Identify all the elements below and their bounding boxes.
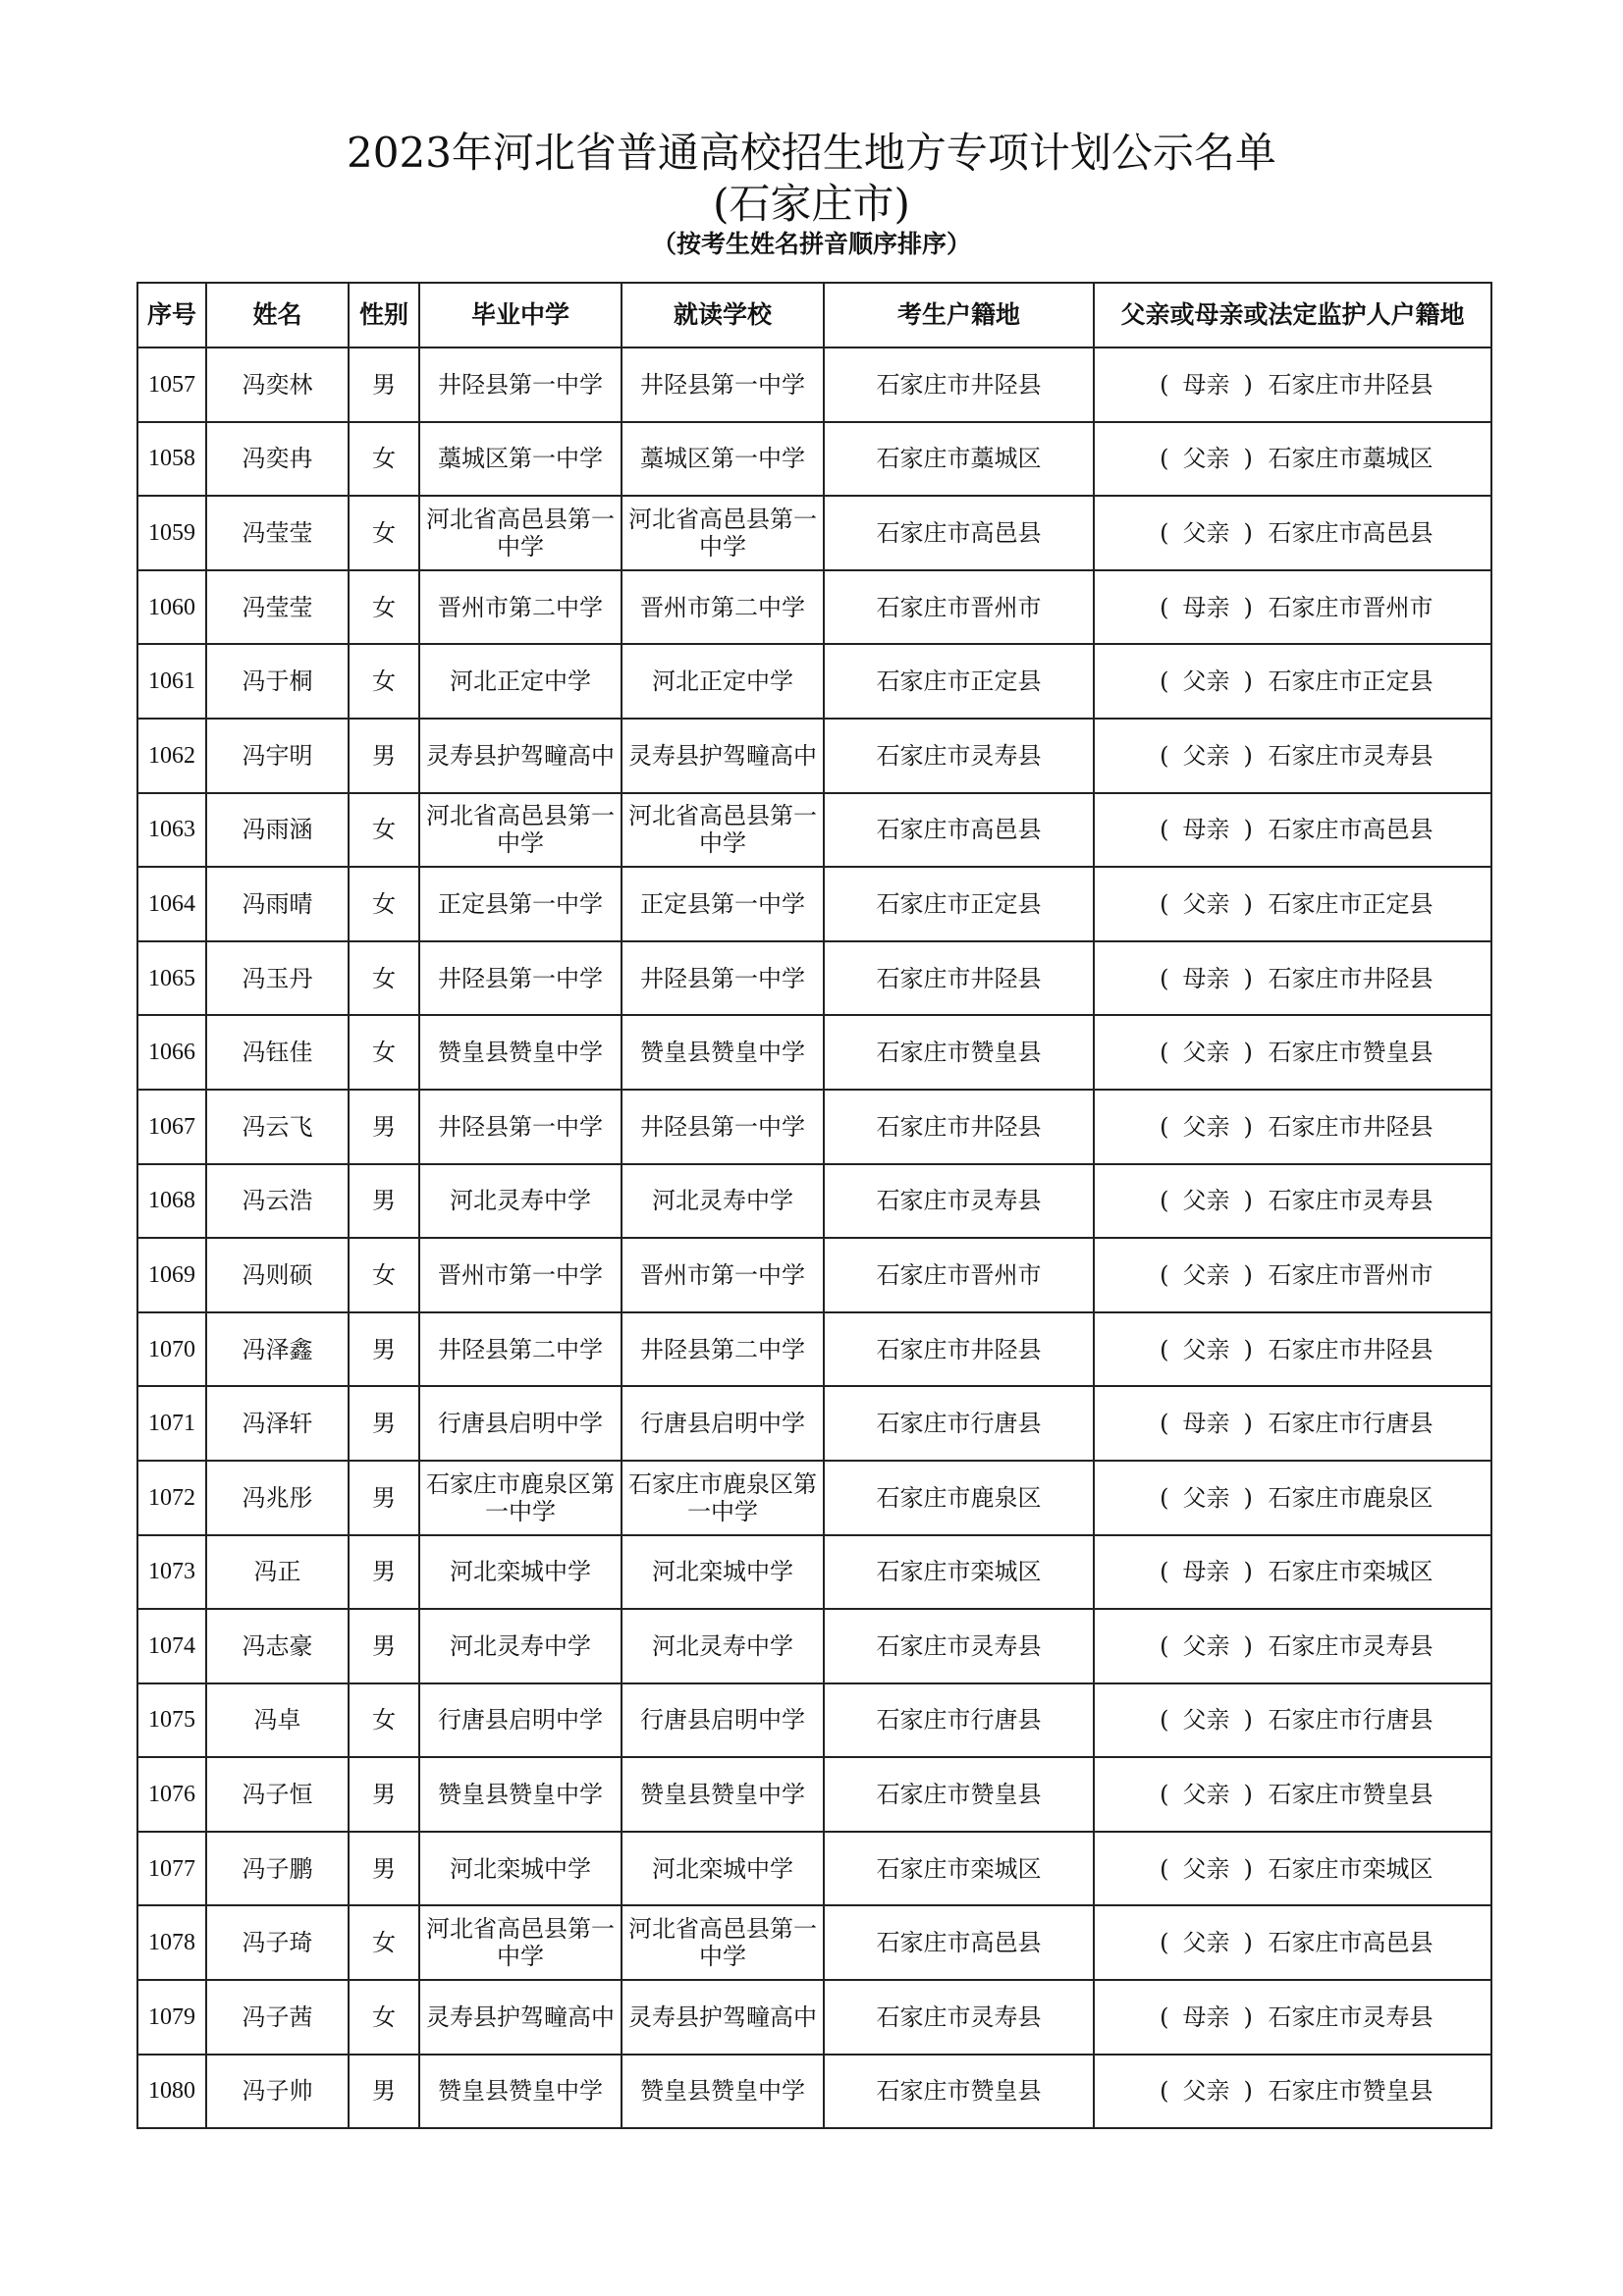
- serial-number-cell: 1067: [137, 1090, 206, 1164]
- table-row: [137, 1164, 1491, 1239]
- gender-cell: 男: [349, 1386, 419, 1461]
- current-school-cell: 行唐县启明中学: [622, 1683, 824, 1758]
- current-school-cell: 河北正定中学: [622, 644, 824, 719]
- table-row: [137, 1461, 1491, 1535]
- gender-cell: 女: [349, 793, 419, 868]
- current-school-cell: 河北栾城中学: [622, 1535, 824, 1610]
- parent-hukou-place: 石家庄市晋州市: [1268, 593, 1434, 621]
- guardian-relation-label: 母亲: [1182, 1558, 1230, 1586]
- guardian-relation-label: 父亲: [1182, 445, 1230, 473]
- graduating-school-cell: 赞皇县赞皇中学: [419, 2055, 622, 2129]
- gender-cell: 男: [349, 1757, 419, 1832]
- student-hukou-cell: 石家庄市灵寿县: [824, 1609, 1094, 1683]
- graduating-school-cell: 井陉县第二中学: [419, 1312, 622, 1387]
- document-subtitle: (石家庄市): [713, 180, 910, 228]
- graduating-school-cell: 赞皇县赞皇中学: [419, 1757, 622, 1832]
- guardian-relation: ( 父亲 ): [1160, 445, 1253, 473]
- table-row: [137, 1683, 1491, 1758]
- student-hukou-cell: 石家庄市赞皇县: [824, 1015, 1094, 1090]
- guardian-relation: ( 父亲 ): [1160, 518, 1253, 547]
- serial-number-cell: 1079: [137, 1980, 206, 2055]
- table-row: [137, 719, 1491, 793]
- guardian-relation-label: 父亲: [1182, 889, 1230, 918]
- guardian-relation: ( 母亲 ): [1160, 370, 1253, 399]
- parent-hukou-cell: [1094, 1312, 1491, 1387]
- graduating-school-cell: 河北栾城中学: [419, 1832, 622, 1906]
- serial-number-cell: 1061: [137, 644, 206, 719]
- serial-number-cell: 1078: [137, 1905, 206, 1980]
- gender-cell: 男: [349, 1312, 419, 1387]
- gender-cell: 女: [349, 1015, 419, 1090]
- table-row: [137, 1312, 1491, 1387]
- student-name-cell: 冯于桐: [206, 644, 349, 719]
- student-name-cell: 冯宇明: [206, 719, 349, 793]
- table-row: [137, 1090, 1491, 1164]
- parent-hukou-cell: [1094, 1832, 1491, 1906]
- gender-cell: 女: [349, 570, 419, 645]
- guardian-relation-label: 父亲: [1182, 518, 1230, 547]
- parent-hukou-cell: [1094, 1090, 1491, 1164]
- parent-hukou-cell: [1094, 1386, 1491, 1461]
- graduating-school-cell: 河北灵寿中学: [419, 1609, 622, 1683]
- gender-cell: 女: [349, 867, 419, 941]
- gender-cell: 男: [349, 1461, 419, 1535]
- student-hukou-cell: 石家庄市赞皇县: [824, 1757, 1094, 1832]
- guardian-relation-label: 母亲: [1182, 2002, 1230, 2031]
- gender-cell: 男: [349, 1164, 419, 1239]
- parent-hukou-cell: [1094, 1609, 1491, 1683]
- guardian-relation: ( 父亲 ): [1160, 741, 1253, 770]
- guardian-relation-label: 父亲: [1182, 1631, 1230, 1660]
- serial-number-cell: 1057: [137, 347, 206, 422]
- header-gender: 性别: [349, 283, 419, 347]
- guardian-relation: ( 父亲 ): [1160, 1631, 1253, 1660]
- guardian-relation: ( 父亲 ): [1160, 1039, 1253, 1067]
- student-hukou-cell: 石家庄市栾城区: [824, 1832, 1094, 1906]
- serial-number-cell: 1073: [137, 1535, 206, 1610]
- student-name-cell: 冯云飞: [206, 1090, 349, 1164]
- parent-hukou-place: 石家庄市高邑县: [1268, 816, 1434, 844]
- gender-cell: 女: [349, 1683, 419, 1758]
- parent-hukou-place: 石家庄市行唐县: [1268, 1706, 1434, 1735]
- parent-hukou-place: 石家庄市灵寿县: [1268, 741, 1434, 770]
- graduating-school-cell: 河北省高邑县第一中学: [419, 1905, 622, 1980]
- guardian-relation-label: 母亲: [1182, 816, 1230, 844]
- parent-hukou-place: 石家庄市赞皇县: [1268, 1781, 1434, 1809]
- current-school-cell: 藁城区第一中学: [622, 422, 824, 497]
- student-name-cell: 冯奕冉: [206, 422, 349, 497]
- guardian-relation-label: 父亲: [1182, 1854, 1230, 1883]
- parent-hukou-place: 石家庄市井陉县: [1268, 1112, 1434, 1141]
- parent-hukou-cell: [1094, 644, 1491, 719]
- guardian-relation: ( 父亲 ): [1160, 1706, 1253, 1735]
- student-name-cell: 冯莹莹: [206, 496, 349, 570]
- guardian-relation-label: 父亲: [1182, 1039, 1230, 1067]
- guardian-relation: ( 父亲 ): [1160, 1781, 1253, 1809]
- serial-number-cell: 1062: [137, 719, 206, 793]
- serial-number-cell: 1070: [137, 1312, 206, 1387]
- guardian-relation-label: 父亲: [1182, 667, 1230, 696]
- table-row: [137, 2055, 1491, 2129]
- serial-number-cell: 1077: [137, 1832, 206, 1906]
- table-body: [137, 347, 1491, 2128]
- serial-number-cell: 1071: [137, 1386, 206, 1461]
- parent-hukou-place: 石家庄市晋州市: [1268, 1260, 1434, 1289]
- student-hukou-cell: 石家庄市高邑县: [824, 496, 1094, 570]
- current-school-cell: 行唐县启明中学: [622, 1386, 824, 1461]
- parent-hukou-cell: [1094, 867, 1491, 941]
- graduating-school-cell: 井陉县第一中学: [419, 1090, 622, 1164]
- parent-hukou-cell: [1094, 422, 1491, 497]
- student-hukou-cell: 石家庄市井陉县: [824, 941, 1094, 1016]
- parent-hukou-place: 石家庄市栾城区: [1268, 1854, 1434, 1883]
- graduating-school-cell: 河北正定中学: [419, 644, 622, 719]
- parent-hukou-place: 石家庄市井陉县: [1268, 370, 1434, 399]
- parent-hukou-place: 石家庄市井陉县: [1268, 1335, 1434, 1363]
- gender-cell: 男: [349, 1832, 419, 1906]
- parent-hukou-cell: [1094, 347, 1491, 422]
- current-school-cell: 井陉县第一中学: [622, 1090, 824, 1164]
- guardian-relation: ( 父亲 ): [1160, 1854, 1253, 1883]
- table-row: [137, 1905, 1491, 1980]
- student-hukou-cell: 石家庄市藁城区: [824, 422, 1094, 497]
- header-graduating-school: 毕业中学: [419, 283, 622, 347]
- table-row: [137, 1386, 1491, 1461]
- student-name-cell: 冯雨涵: [206, 793, 349, 868]
- parent-hukou-cell: [1094, 1164, 1491, 1239]
- current-school-cell: 井陉县第一中学: [622, 347, 824, 422]
- parent-hukou-cell: [1094, 941, 1491, 1016]
- serial-number-cell: 1076: [137, 1757, 206, 1832]
- graduating-school-cell: 灵寿县护驾疃高中: [419, 1980, 622, 2055]
- parent-hukou-cell: [1094, 1905, 1491, 1980]
- student-name-cell: 冯子恒: [206, 1757, 349, 1832]
- guardian-relation-label: 父亲: [1182, 2077, 1230, 2106]
- guardian-relation: ( 父亲 ): [1160, 2077, 1253, 2106]
- parent-hukou-place: 石家庄市高邑县: [1268, 1929, 1434, 1957]
- table-row: [137, 1757, 1491, 1832]
- gender-cell: 男: [349, 719, 419, 793]
- parent-hukou-cell: [1094, 1238, 1491, 1312]
- parent-hukou-cell: [1094, 1683, 1491, 1758]
- student-hukou-cell: 石家庄市灵寿县: [824, 1164, 1094, 1239]
- graduating-school-cell: 晋州市第二中学: [419, 570, 622, 645]
- parent-hukou-cell: [1094, 496, 1491, 570]
- current-school-cell: 河北省高邑县第一中学: [622, 496, 824, 570]
- current-school-cell: 正定县第一中学: [622, 867, 824, 941]
- student-name-cell: 冯玉丹: [206, 941, 349, 1016]
- graduating-school-cell: 河北省高邑县第一中学: [419, 793, 622, 868]
- guardian-relation-label: 母亲: [1182, 964, 1230, 992]
- current-school-cell: 赞皇县赞皇中学: [622, 1015, 824, 1090]
- gender-cell: 男: [349, 1609, 419, 1683]
- current-school-cell: 石家庄市鹿泉区第一中学: [622, 1461, 824, 1535]
- table-row: [137, 793, 1491, 868]
- graduating-school-cell: 石家庄市鹿泉区第一中学: [419, 1461, 622, 1535]
- student-name-cell: 冯子鹏: [206, 1832, 349, 1906]
- student-name-cell: 冯云浩: [206, 1164, 349, 1239]
- header-parent-hukou: 父亲或母亲或法定监护人户籍地: [1094, 283, 1491, 347]
- serial-number-cell: 1069: [137, 1238, 206, 1312]
- serial-number-cell: 1060: [137, 570, 206, 645]
- student-hukou-cell: 石家庄市高邑县: [824, 1905, 1094, 1980]
- table-row: [137, 422, 1491, 497]
- guardian-relation-label: 母亲: [1182, 1410, 1230, 1438]
- guardian-relation-label: 父亲: [1182, 1706, 1230, 1735]
- table-row: [137, 1980, 1491, 2055]
- student-hukou-cell: 石家庄市行唐县: [824, 1386, 1094, 1461]
- graduating-school-cell: 河北栾城中学: [419, 1535, 622, 1610]
- current-school-cell: 河北灵寿中学: [622, 1609, 824, 1683]
- table-row: [137, 867, 1491, 941]
- table-row: [137, 1832, 1491, 1906]
- student-hukou-cell: 石家庄市井陉县: [824, 347, 1094, 422]
- parent-hukou-cell: [1094, 2055, 1491, 2129]
- student-hukou-cell: 石家庄市井陉县: [824, 1090, 1094, 1164]
- table-row: [137, 1535, 1491, 1610]
- guardian-relation-label: 父亲: [1182, 1483, 1230, 1512]
- guardian-relation-label: 父亲: [1182, 1335, 1230, 1363]
- gender-cell: 女: [349, 1238, 419, 1312]
- table-row: [137, 347, 1491, 422]
- guardian-relation: ( 父亲 ): [1160, 889, 1253, 918]
- guardian-relation-label: 父亲: [1182, 741, 1230, 770]
- student-hukou-cell: 石家庄市灵寿县: [824, 1980, 1094, 2055]
- gender-cell: 女: [349, 496, 419, 570]
- serial-number-cell: 1075: [137, 1683, 206, 1758]
- gender-cell: 女: [349, 1980, 419, 2055]
- student-name-cell: 冯雨晴: [206, 867, 349, 941]
- student-name-cell: 冯卓: [206, 1683, 349, 1758]
- student-name-cell: 冯志豪: [206, 1609, 349, 1683]
- student-name-cell: 冯奕林: [206, 347, 349, 422]
- guardian-relation-label: 父亲: [1182, 1187, 1230, 1215]
- graduating-school-cell: 井陉县第一中学: [419, 347, 622, 422]
- guardian-relation: ( 母亲 ): [1160, 816, 1253, 844]
- guardian-relation-label: 父亲: [1182, 1260, 1230, 1289]
- parent-hukou-place: 石家庄市行唐县: [1268, 1410, 1434, 1438]
- current-school-cell: 灵寿县护驾疃高中: [622, 719, 824, 793]
- guardian-relation: ( 父亲 ): [1160, 1187, 1253, 1215]
- student-hukou-cell: 石家庄市井陉县: [824, 1312, 1094, 1387]
- guardian-relation-label: 父亲: [1182, 1112, 1230, 1141]
- graduating-school-cell: 河北灵寿中学: [419, 1164, 622, 1239]
- header-serial-number: 序号: [137, 283, 206, 347]
- table-header-row: [137, 283, 1491, 347]
- parent-hukou-place: 石家庄市栾城区: [1268, 1558, 1434, 1586]
- current-school-cell: 晋州市第二中学: [622, 570, 824, 645]
- table-row: [137, 1015, 1491, 1090]
- gender-cell: 女: [349, 941, 419, 1016]
- gender-cell: 女: [349, 1905, 419, 1980]
- guardian-relation: ( 母亲 ): [1160, 964, 1253, 992]
- parent-hukou-cell: [1094, 570, 1491, 645]
- current-school-cell: 赞皇县赞皇中学: [622, 2055, 824, 2129]
- gender-cell: 男: [349, 1535, 419, 1610]
- graduating-school-cell: 赞皇县赞皇中学: [419, 1015, 622, 1090]
- student-name-cell: 冯则硕: [206, 1238, 349, 1312]
- student-hukou-cell: 石家庄市栾城区: [824, 1535, 1094, 1610]
- table-row: [137, 1609, 1491, 1683]
- current-school-cell: 井陉县第一中学: [622, 941, 824, 1016]
- student-name-cell: 冯子帅: [206, 2055, 349, 2129]
- student-name-cell: 冯正: [206, 1535, 349, 1610]
- admission-roster-table: [136, 282, 1492, 2129]
- parent-hukou-place: 石家庄市赞皇县: [1268, 1039, 1434, 1067]
- sort-order-note: （按考生姓名拼音顺序排序）: [651, 230, 971, 258]
- serial-number-cell: 1066: [137, 1015, 206, 1090]
- parent-hukou-cell: [1094, 1535, 1491, 1610]
- student-name-cell: 冯兆彤: [206, 1461, 349, 1535]
- parent-hukou-place: 石家庄市高邑县: [1268, 518, 1434, 547]
- guardian-relation-label: 母亲: [1182, 593, 1230, 621]
- student-hukou-cell: 石家庄市正定县: [824, 644, 1094, 719]
- student-hukou-cell: 石家庄市赞皇县: [824, 2055, 1094, 2129]
- serial-number-cell: 1063: [137, 793, 206, 868]
- parent-hukou-place: 石家庄市灵寿县: [1268, 1631, 1434, 1660]
- guardian-relation: ( 父亲 ): [1160, 1483, 1253, 1512]
- graduating-school-cell: 晋州市第一中学: [419, 1238, 622, 1312]
- table-row: [137, 941, 1491, 1016]
- header-student-hukou: 考生户籍地: [824, 283, 1094, 347]
- current-school-cell: 井陉县第二中学: [622, 1312, 824, 1387]
- parent-hukou-cell: [1094, 793, 1491, 868]
- parent-hukou-place: 石家庄市井陉县: [1268, 964, 1434, 992]
- guardian-relation: ( 母亲 ): [1160, 1558, 1253, 1586]
- guardian-relation-label: 母亲: [1182, 370, 1230, 399]
- current-school-cell: 晋州市第一中学: [622, 1238, 824, 1312]
- student-name-cell: 冯泽轩: [206, 1386, 349, 1461]
- guardian-relation: ( 父亲 ): [1160, 1260, 1253, 1289]
- parent-hukou-cell: [1094, 1015, 1491, 1090]
- gender-cell: 男: [349, 347, 419, 422]
- serial-number-cell: 1065: [137, 941, 206, 1016]
- parent-hukou-place: 石家庄市灵寿县: [1268, 2002, 1434, 2031]
- parent-hukou-cell: [1094, 1980, 1491, 2055]
- graduating-school-cell: 行唐县启明中学: [419, 1683, 622, 1758]
- guardian-relation: ( 父亲 ): [1160, 1929, 1253, 1957]
- parent-hukou-place: 石家庄市正定县: [1268, 667, 1434, 696]
- graduating-school-cell: 正定县第一中学: [419, 867, 622, 941]
- table-row: [137, 496, 1491, 570]
- header-name: 姓名: [206, 283, 349, 347]
- serial-number-cell: 1058: [137, 422, 206, 497]
- guardian-relation: ( 父亲 ): [1160, 1112, 1253, 1141]
- serial-number-cell: 1059: [137, 496, 206, 570]
- serial-number-cell: 1064: [137, 867, 206, 941]
- serial-number-cell: 1072: [137, 1461, 206, 1535]
- gender-cell: 男: [349, 2055, 419, 2129]
- student-hukou-cell: 石家庄市晋州市: [824, 1238, 1094, 1312]
- student-hukou-cell: 石家庄市灵寿县: [824, 719, 1094, 793]
- guardian-relation: ( 父亲 ): [1160, 667, 1253, 696]
- parent-hukou-cell: [1094, 719, 1491, 793]
- parent-hukou-place: 石家庄市赞皇县: [1268, 2077, 1434, 2106]
- student-hukou-cell: 石家庄市正定县: [824, 867, 1094, 941]
- student-name-cell: 冯子茜: [206, 1980, 349, 2055]
- student-name-cell: 冯莹莹: [206, 570, 349, 645]
- graduating-school-cell: 井陉县第一中学: [419, 941, 622, 1016]
- parent-hukou-cell: [1094, 1757, 1491, 1832]
- parent-hukou-cell: [1094, 1461, 1491, 1535]
- current-school-cell: 赞皇县赞皇中学: [622, 1757, 824, 1832]
- guardian-relation: ( 母亲 ): [1160, 2002, 1253, 2031]
- graduating-school-cell: 灵寿县护驾疃高中: [419, 719, 622, 793]
- parent-hukou-place: 石家庄市灵寿县: [1268, 1187, 1434, 1215]
- gender-cell: 女: [349, 644, 419, 719]
- table-row: [137, 1238, 1491, 1312]
- current-school-cell: 河北灵寿中学: [622, 1164, 824, 1239]
- student-name-cell: 冯钰佳: [206, 1015, 349, 1090]
- parent-hukou-place: 石家庄市鹿泉区: [1268, 1483, 1434, 1512]
- table-row: [137, 570, 1491, 645]
- guardian-relation: ( 父亲 ): [1160, 1335, 1253, 1363]
- current-school-cell: 河北省高邑县第一中学: [622, 1905, 824, 1980]
- student-hukou-cell: 石家庄市行唐县: [824, 1683, 1094, 1758]
- graduating-school-cell: 行唐县启明中学: [419, 1386, 622, 1461]
- guardian-relation: ( 母亲 ): [1160, 1410, 1253, 1438]
- graduating-school-cell: 河北省高邑县第一中学: [419, 496, 622, 570]
- gender-cell: 女: [349, 422, 419, 497]
- student-hukou-cell: 石家庄市鹿泉区: [824, 1461, 1094, 1535]
- document-title: 2023年河北省普通高校招生地方专项计划公示名单: [347, 129, 1276, 177]
- current-school-cell: 河北省高邑县第一中学: [622, 793, 824, 868]
- serial-number-cell: 1080: [137, 2055, 206, 2129]
- current-school-cell: 河北栾城中学: [622, 1832, 824, 1906]
- table-row: [137, 644, 1491, 719]
- graduating-school-cell: 藁城区第一中学: [419, 422, 622, 497]
- gender-cell: 男: [349, 1090, 419, 1164]
- student-name-cell: 冯子琦: [206, 1905, 349, 1980]
- student-hukou-cell: 石家庄市高邑县: [824, 793, 1094, 868]
- student-hukou-cell: 石家庄市晋州市: [824, 570, 1094, 645]
- guardian-relation-label: 父亲: [1182, 1781, 1230, 1809]
- student-name-cell: 冯泽鑫: [206, 1312, 349, 1387]
- serial-number-cell: 1074: [137, 1609, 206, 1683]
- header-current-school: 就读学校: [622, 283, 824, 347]
- serial-number-cell: 1068: [137, 1164, 206, 1239]
- parent-hukou-place: 石家庄市藁城区: [1268, 445, 1434, 473]
- guardian-relation: ( 母亲 ): [1160, 593, 1253, 621]
- current-school-cell: 灵寿县护驾疃高中: [622, 1980, 824, 2055]
- guardian-relation-label: 父亲: [1182, 1929, 1230, 1957]
- parent-hukou-place: 石家庄市正定县: [1268, 889, 1434, 918]
